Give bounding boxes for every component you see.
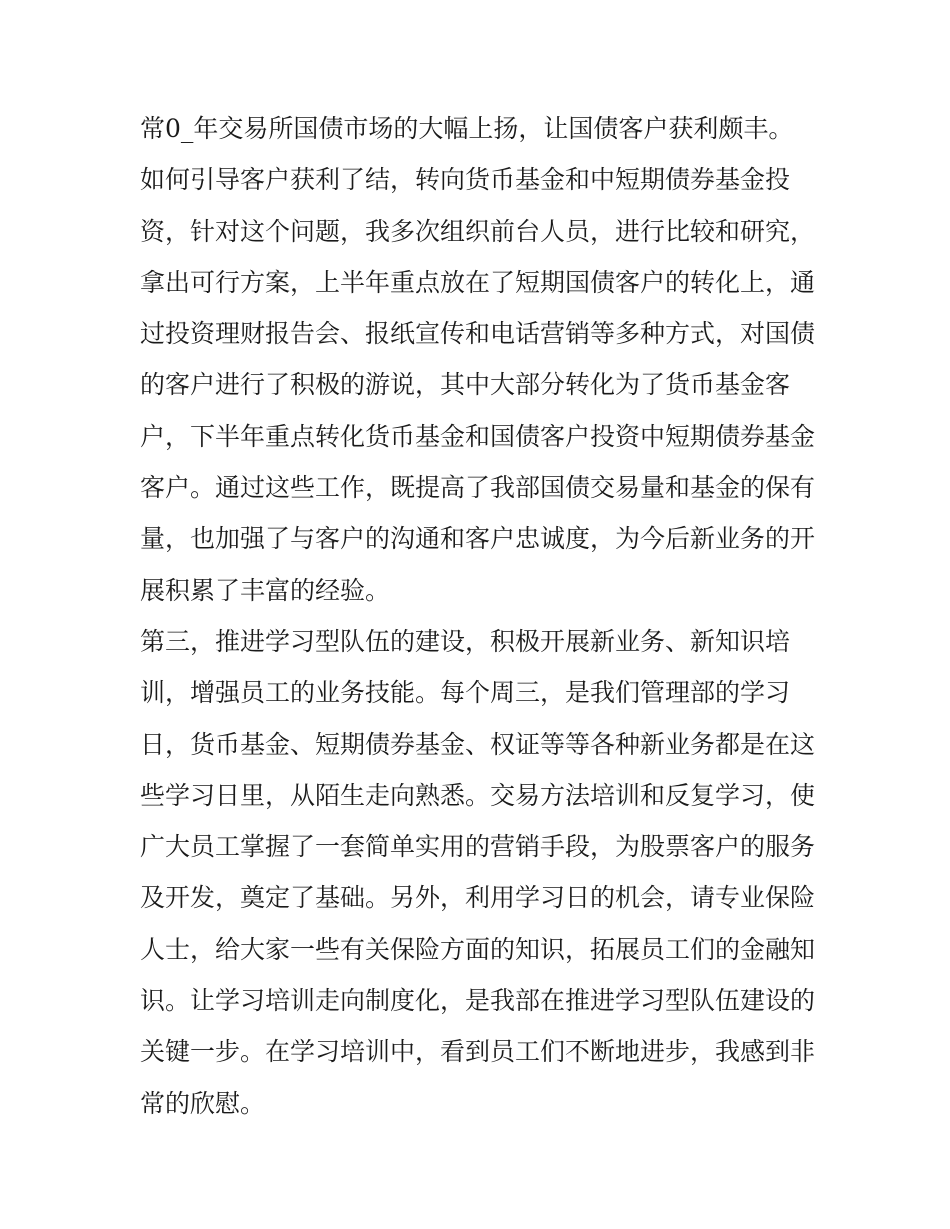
text-line: 展积累了丰富的经验。 (140, 575, 391, 605)
text-line: 如何引导客户获利了结，转向货币基金和中短期债券基金投 (140, 165, 791, 195)
text-line: 量，也加强了与客户的沟通和客户忠诚度，为今后新业务的开 (140, 524, 816, 554)
text-line: 资，针对这个问题，我多次组织前台人员，进行比较和研究， (140, 216, 816, 246)
text-line: 的客户进行了积极的游说，其中大部分转化为了货币基金客 (140, 370, 791, 400)
text-line: 人士，给大家一些有关保险方面的知识，拓展员工们的金融知 (140, 934, 816, 964)
text-line: 广大员工掌握了一套简单实用的营销手段，为股票客户的服务 (140, 832, 816, 862)
text-line: 拿出可行方案，上半年重点放在了短期国债客户的转化上，通 (140, 267, 816, 297)
text-line: 训，增强员工的业务技能。每个周三，是我们管理部的学习 (140, 678, 791, 708)
text-line: 关键一步。在学习培训中，看到员工们不断地进步，我感到非 (140, 1037, 816, 1067)
text-line: 常的欣慰。 (140, 1088, 266, 1118)
text-line: 户，下半年重点转化货币基金和国债客户投资中短期债券基金 (140, 421, 816, 451)
text-line: 常0_年交易所国债市场的大幅上扬，让国债客户获利颇丰。 (140, 114, 794, 143)
text-line: 日，货币基金、短期债券基金、权证等等各种新业务都是在这 (140, 729, 816, 759)
body-text (140, 103, 816, 1129)
text-line: 及开发，奠定了基础。另外，利用学习日的机会，请专业保险 (140, 883, 816, 913)
text-line: 第三，推进学习型队伍的建设，积极开展新业务、新知识培 (140, 626, 791, 656)
text-line: 些学习日里，从陌生走向熟悉。交易方法培训和反复学习，使 (140, 780, 816, 810)
text-line: 客户。通过这些工作，既提高了我部国债交易量和基金的保有 (140, 473, 816, 503)
text-line: 识。让学习培训走向制度化，是我部在推进学习型队伍建设的 (140, 986, 816, 1016)
text-line: 过投资理财报告会、报纸宣传和电话营销等多种方式，对国债 (140, 319, 816, 349)
